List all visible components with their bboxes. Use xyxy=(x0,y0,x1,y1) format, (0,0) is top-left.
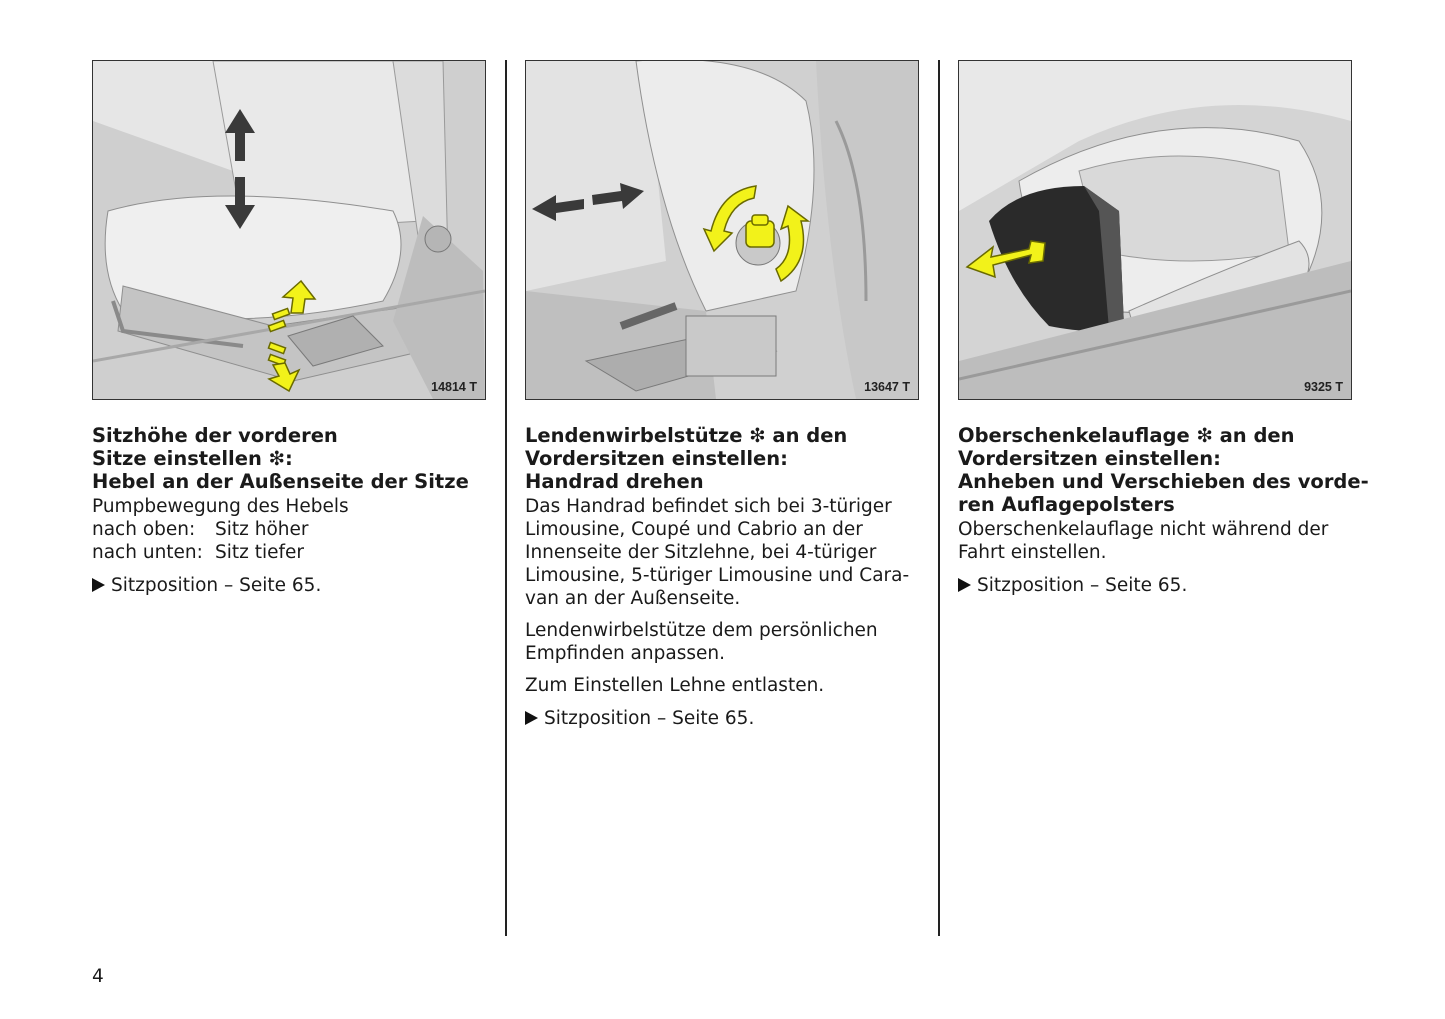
instruction-text: Das Handrad befindet sich bei 3-türiger Limousine, Coupé und Cabrio an der Innenseite der Sitzlehne, bei 4-türiger Limousine, 5-türiger Limousine und Cara- van an der Außenseite. xyxy=(525,496,910,609)
lumbar-support-handwheel-illustration xyxy=(526,61,918,399)
page-reference: Sitzposition – Seite 65. xyxy=(525,707,919,730)
section-heading: Sitzhöhe der vorderen Sitze einstellen ❇: Hebel an der Außenseite der Sitze xyxy=(92,424,469,493)
page-number: 4 xyxy=(92,966,104,987)
instruction-text: Zum Einstellen Lehne entlasten. xyxy=(525,675,825,696)
column-divider xyxy=(938,60,940,936)
figure-code: 9325 T xyxy=(1304,380,1343,394)
section-heading: Lendenwirbelstütze ❇ an den Vordersitzen einstellen: Handrad drehen xyxy=(525,424,848,493)
triangle-bullet-icon xyxy=(958,578,971,592)
column-divider xyxy=(505,60,507,936)
figure-code: 14814 T xyxy=(431,380,477,394)
section-heading: Oberschenkelauflage ❇ an den Vordersitzen einstellen: Anheben und Verschieben des vorde- ren Auflagepolsters xyxy=(958,424,1369,516)
instruction-text: Lendenwirbelstütze dem persönlichen Empfinden anpassen. xyxy=(525,620,878,664)
seat-height-lever-illustration xyxy=(93,61,485,399)
instruction-text: Pumpbewegung des Hebels nach oben: Sitz höher nach unten: Sitz tiefer xyxy=(92,495,486,564)
thigh-support-cushion-illustration xyxy=(959,61,1351,399)
figure-thigh-support xyxy=(958,60,1352,400)
column-thigh-support xyxy=(958,60,1369,597)
triangle-bullet-icon xyxy=(92,578,105,592)
page-reference: Sitzposition – Seite 65. xyxy=(958,574,1352,597)
page-reference: Sitzposition – Seite 65. xyxy=(92,574,486,597)
instruction-text: Oberschenkelauflage nicht während der Fahrt einstellen. xyxy=(958,519,1329,563)
triangle-bullet-icon xyxy=(525,711,538,725)
figure-code: 13647 T xyxy=(864,380,910,394)
figure-seat-height xyxy=(92,60,486,400)
column-seat-height xyxy=(92,60,486,597)
instruction-row-up: nach oben: Sitz höher xyxy=(92,519,309,540)
column-lumbar-support xyxy=(525,60,919,730)
instruction-row-down: nach unten: Sitz tiefer xyxy=(92,542,305,563)
figure-lumbar-support xyxy=(525,60,919,400)
